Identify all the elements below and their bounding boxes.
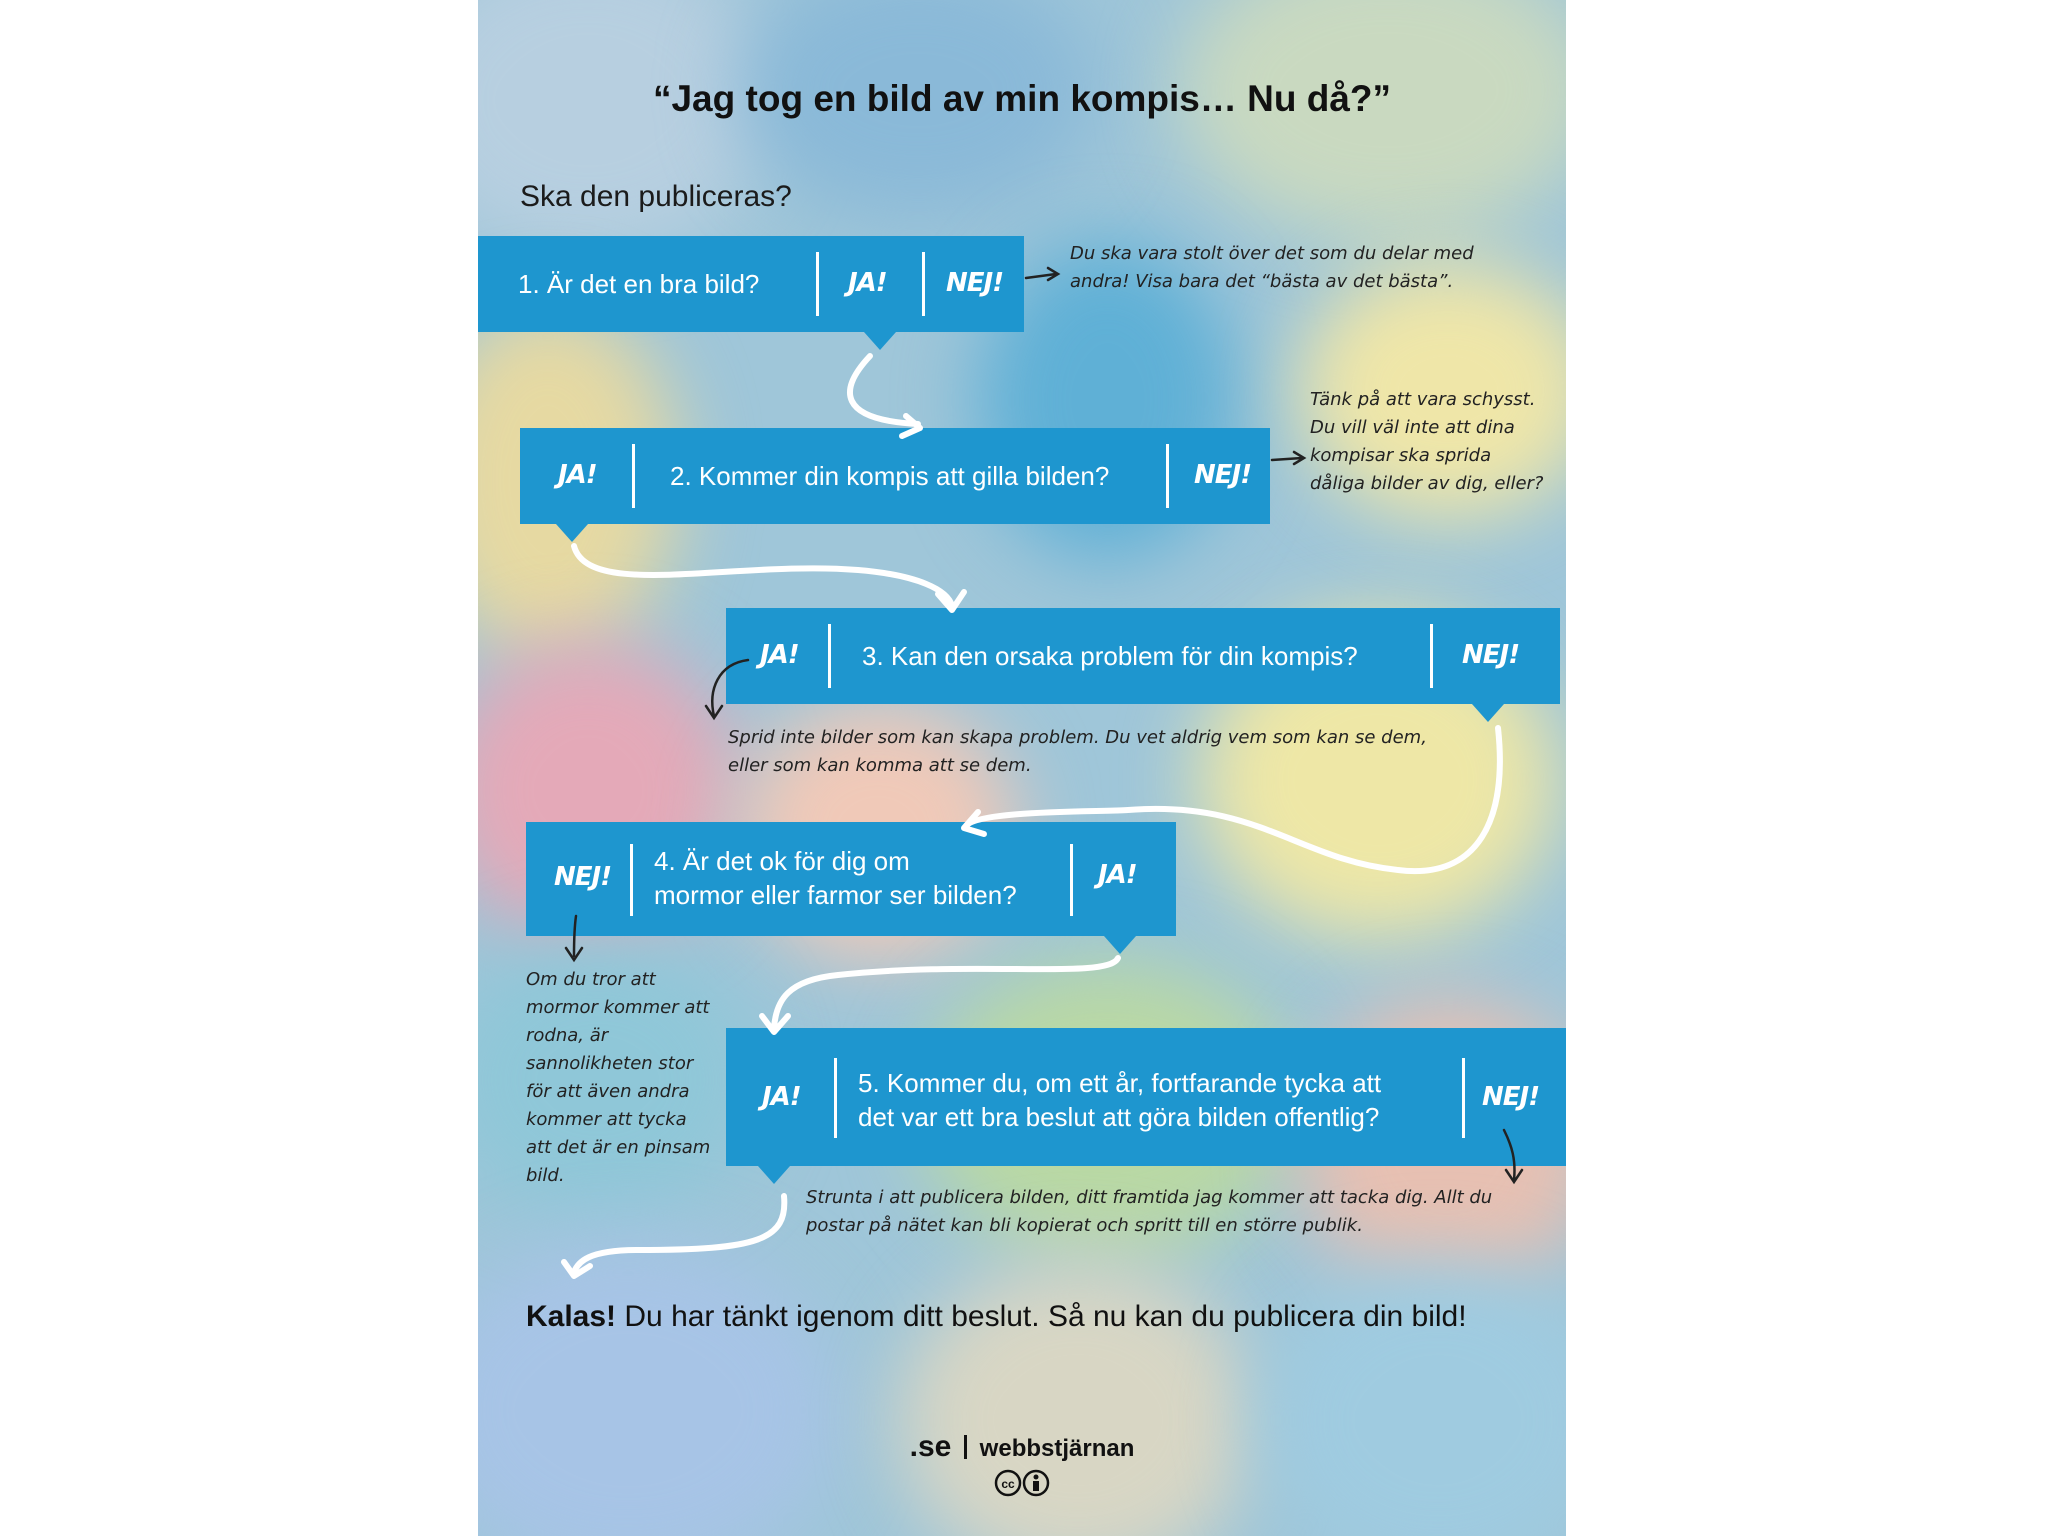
side-arrow-4 xyxy=(574,916,576,956)
nej-label-1: NEJ! xyxy=(946,268,1004,298)
logo-se: .se xyxy=(909,1430,952,1463)
poster xyxy=(478,0,1566,1536)
poster-title: “Jag tog en bild av min kompis… Nu då?” xyxy=(652,78,1392,119)
note-2: Tänk på att vara schysst. Du vill väl inte att dina kompisar ska sprida dåliga bilder av dig, eller? xyxy=(1310,389,1544,494)
side-arrow-3 xyxy=(712,660,748,716)
final-text: Du har tänkt igenom ditt beslut. Så nu kan du publicera din bild! xyxy=(616,1300,1467,1333)
final-message xyxy=(526,1300,1467,1334)
poster-subtitle: Ska den publiceras? xyxy=(520,180,792,213)
flow-arrow-3-to-4 xyxy=(966,728,1500,871)
question-3-text: 3. Kan den orsaka problem för din kompis? xyxy=(862,641,1358,671)
side-arrow-5 xyxy=(1504,1130,1515,1180)
nej-label-5: NEJ! xyxy=(1482,1082,1540,1112)
webbstjarnan-logo xyxy=(478,1430,1566,1464)
question-4-line-1: 4. Är det ok för dig om xyxy=(654,846,910,876)
ja-label-3: JA! xyxy=(760,640,799,670)
note-1: Du ska vara stolt över det som du delar med andra! Visa bara det “bästa av det bästa”. xyxy=(1070,243,1474,292)
ja-label-2: JA! xyxy=(558,460,597,490)
ja-label-4: JA! xyxy=(1098,860,1137,890)
flow-arrow-to-final xyxy=(574,1196,784,1272)
flow-arrow-2-to-3 xyxy=(574,546,952,606)
question-5-line-1: 5. Kommer du, om ett år, fortfarande tycka att xyxy=(858,1068,1382,1098)
ja-label-1: JA! xyxy=(848,268,887,298)
note-3: Sprid inte bilder som kan skapa problem. Du vet aldrig vem som kan se dem, eller som kan komma att se dem. xyxy=(728,727,1427,776)
final-bold: Kalas! xyxy=(526,1300,617,1333)
question-4-line-2: mormor eller farmor ser bilden? xyxy=(654,880,1017,910)
note-4: Om du tror att mormor kommer att rodna, är sannolikheten stor för att även andra kommer att tycka att det är en pinsam bild. xyxy=(526,969,711,1186)
nej-label-3: NEJ! xyxy=(1462,640,1520,670)
svg-text:cc: cc xyxy=(1001,1477,1015,1491)
nej-label-2: NEJ! xyxy=(1194,460,1252,490)
question-5-line-2: det var ett bra beslut att göra bilden offentlig? xyxy=(858,1102,1380,1132)
question-1-text: 1. Är det en bra bild? xyxy=(518,269,760,299)
flow-arrow-4-to-5 xyxy=(774,958,1118,1028)
nej-label-4: NEJ! xyxy=(554,862,612,892)
cc-license xyxy=(994,1468,1054,1503)
side-arrow-2 xyxy=(1272,458,1302,460)
question-2-text: 2. Kommer din kompis att gilla bilden? xyxy=(670,461,1110,491)
cc-icon xyxy=(996,1471,1020,1495)
logo-divider xyxy=(964,1435,967,1459)
ja-label-5: JA! xyxy=(762,1082,801,1112)
by-icon xyxy=(1024,1471,1048,1495)
logo-name: webbstjärnan xyxy=(979,1435,1135,1462)
note-5: Strunta i att publicera bilden, ditt framtida jag kommer att tacka dig. Allt du postar på nätet kan bli kopierat och spritt till en större publik. xyxy=(806,1187,1493,1236)
